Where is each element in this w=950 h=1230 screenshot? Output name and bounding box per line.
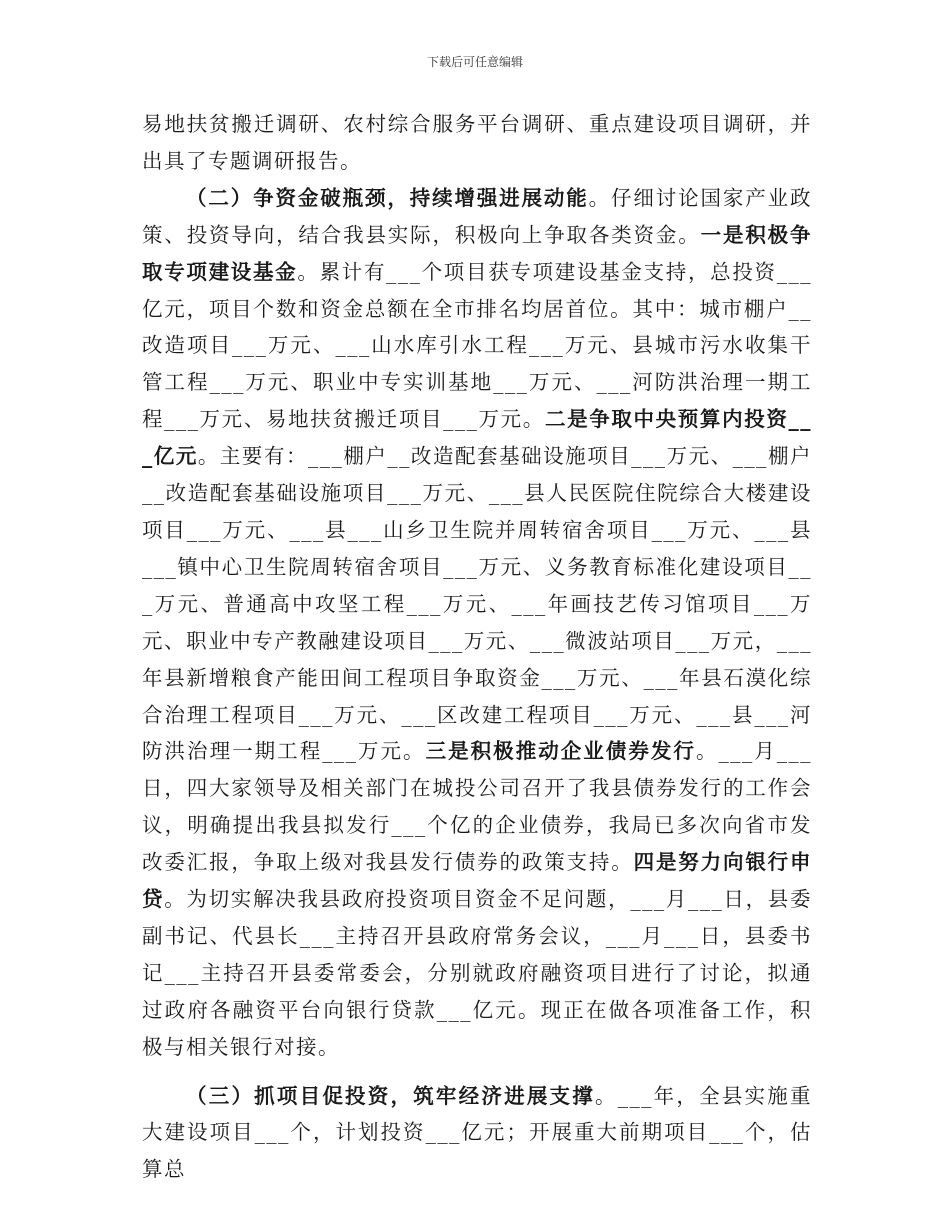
page-header: 下载后可任意编辑 bbox=[426, 55, 523, 69]
document-body bbox=[142, 106, 812, 1188]
paragraph-text: 。主要有：___棚户__改造配套基础设施项目___万元、___棚户__改造配套基础设施项目___万元、___县人民医院住院综合大楼建设项目___万元、___县___山乡卫生院并周转宿舍项目___万元、___县___镇中心卫生院周转宿舍项目___万元、义务教育标准化建设项目___万元、普通高中攻坚工程___万元、___年画技艺传习馆项目___万元、职业中专产教融建设项目___万元、___微波站项目___万元，___年县新增粮食产能田间工程项目争取资金___万元、___年县石漠化综合治理工程项目___万元、___区改建工程项目___万元、___县___河防洪治理一期工程___万元。 bbox=[142, 444, 813, 764]
section-heading-3: （三）抓项目促投资，筑牢经济进展支撑 bbox=[186, 1083, 595, 1108]
paragraph-text: 。仔细讨论国家产业政策、投资导向，结合我县实际，积极向上争取各类资金。 bbox=[142, 185, 813, 247]
paragraph-text: 。为切实解决我县政府投资项目资金不足问题，___月___日，县委副书记、代县长___主持召开县政府常务会议，___月___日，县委书记___主持召开县委常委会，分别就政府融资项目进行了讨论，拟通过政府各融资平台向银行贷款___亿元。现正在做各项准备工作，积极与相关银行对接。 bbox=[142, 887, 813, 1059]
point-heading-1: 一是积极争取专项建设基金 bbox=[142, 222, 813, 284]
paragraph-3 bbox=[142, 1078, 812, 1189]
paragraph-text: 。___月___日，四大家领导及相关部门在城投公司召开了我县债券发行的工作会议，明确提出我县拟发行___个亿的企业债券，我局已多次向省市发改委汇报，争取上级对我县发行债券的政策支持。 bbox=[142, 739, 813, 875]
point-heading-2: 二是争取中央预算内投资___亿元 bbox=[142, 407, 813, 469]
point-heading-3: 三是积极推动企业债券发行 bbox=[425, 739, 696, 764]
paragraph-text: 易地扶贫搬迁调研、农村综合服务平台调研、重点建设项目调研，并出具了专题调研报告。 bbox=[142, 112, 812, 173]
paragraph-text: 。累计有___个项目获专项建设基金支持，总投资___亿元，项目个数和资金总额在全市排名均居首位。其中：城市棚户__改造项目___万元、___山水库引水工程___万元、县城市污水收集干管工程___万元、职业中专实训基地___万元、___河防洪治理一期工程___万元、易地扶贫搬迁项目___万元。 bbox=[142, 259, 812, 432]
point-heading-4: 四是努力向银行申贷 bbox=[142, 850, 813, 912]
paragraph-1 bbox=[142, 106, 812, 180]
paragraph-text: 。___年，全县实施重大建设项目___个，计划投资___亿元；开展重大前期项目___个，估算总 bbox=[142, 1083, 813, 1182]
section-heading-2: （二）争资金破瓶颈，持续增强进展动能 bbox=[186, 185, 589, 210]
paragraph-2 bbox=[142, 180, 812, 1066]
